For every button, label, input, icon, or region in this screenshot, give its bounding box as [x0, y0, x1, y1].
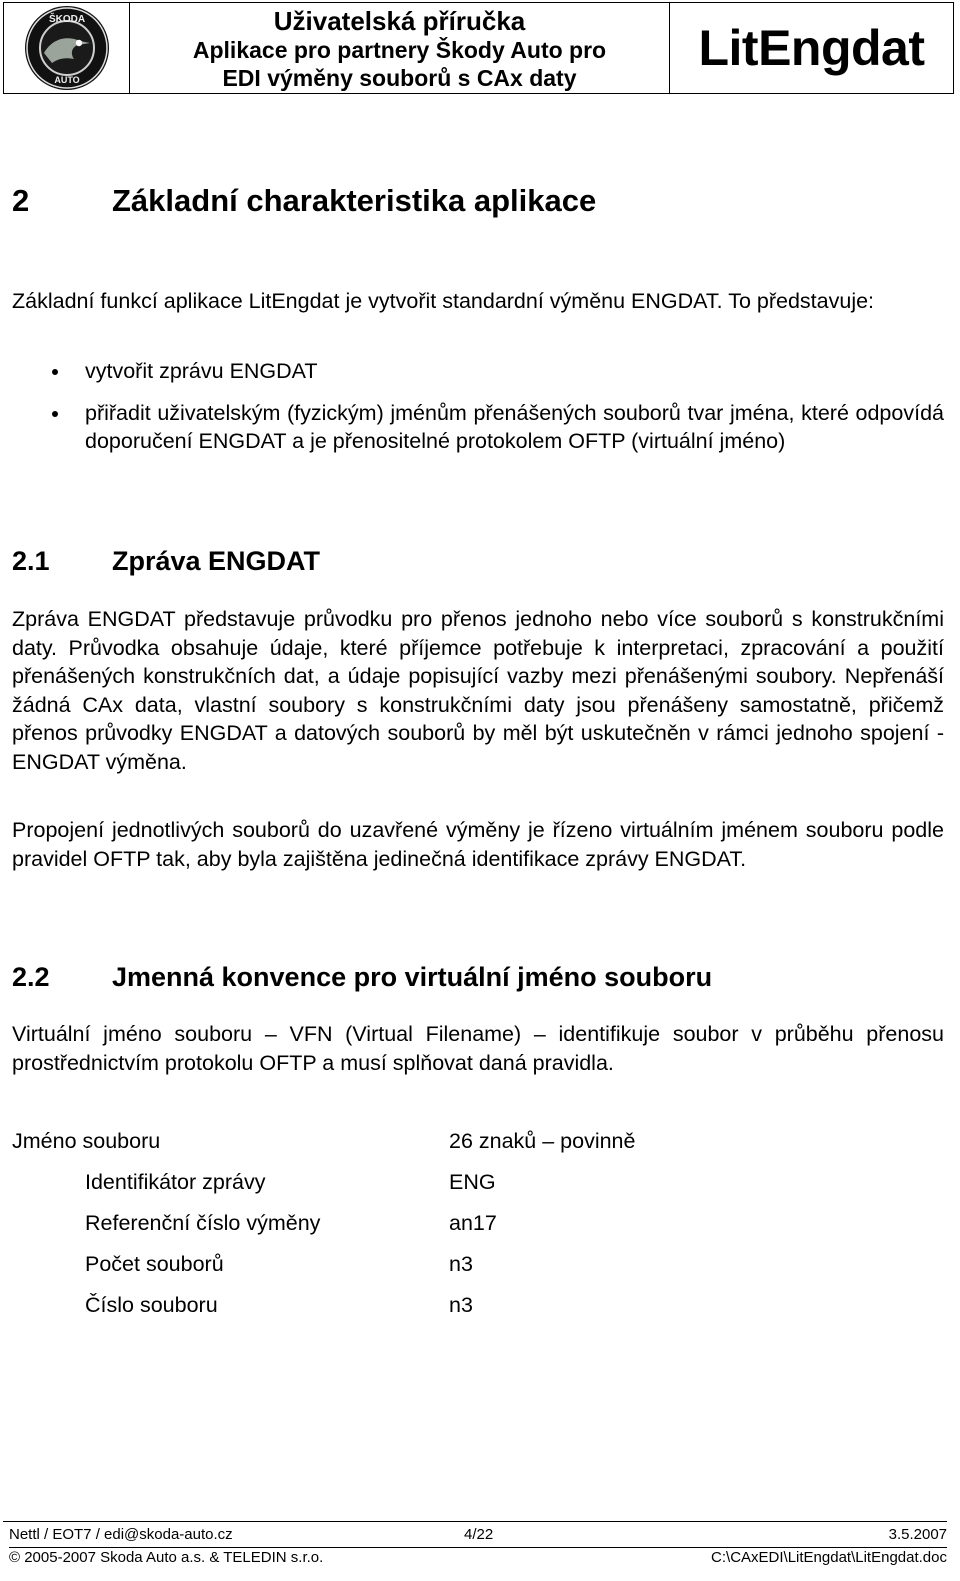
- title-line-1: Uživatelská příručka: [273, 6, 526, 36]
- section-number: 2: [12, 183, 30, 218]
- page-header: [3, 2, 954, 94]
- subsection-title: Zpráva ENGDAT: [112, 546, 321, 576]
- list-item: vytvořit zprávu ENGDAT: [12, 357, 944, 386]
- footer-date: 3.5.2007: [888, 1526, 947, 1543]
- field-value: 26 znaků – povinně: [449, 1129, 636, 1153]
- page-footer: [3, 1521, 947, 1566]
- vfn-description: Virtuální jméno souboru – VFN (Virtual Filename) – identifikuje soubor v průběhu přenosu prostřednictvím protokolu OFTP a musí splňovat daná pravidla.: [12, 1022, 944, 1075]
- skoda-logo: [4, 3, 130, 93]
- product-brand: LitEngdat: [698, 20, 925, 76]
- subsection-number: 2.2: [12, 962, 50, 992]
- svg-text:AUTO: AUTO: [53, 75, 80, 85]
- field-label: Číslo souboru: [85, 1293, 218, 1317]
- bullet-icon: [52, 369, 58, 375]
- table-row: [12, 1252, 912, 1293]
- subsection-heading: [12, 962, 712, 993]
- table-row: [12, 1170, 912, 1211]
- footer-row: [9, 1547, 947, 1569]
- subsection-number: 2.1: [12, 546, 50, 576]
- section-title: Základní charakteristika aplikace: [112, 183, 597, 218]
- document-title: [130, 3, 670, 93]
- title-line-2: Aplikace pro partnery Škody Auto pro: [192, 37, 607, 63]
- field-value: ENG: [449, 1170, 496, 1194]
- field-value: n3: [449, 1293, 473, 1317]
- page-number: 4/22: [464, 1526, 494, 1543]
- feature-list: [12, 357, 944, 456]
- engdat-description: Zpráva ENGDAT představuje průvodku pro přenos jednoho nebo více souborů s konstrukčními daty. Průvodka obsahuje údaje, které příjemce potřebuje k interpretaci, zpracování a použití přenášených konstrukčních dat, a údaje popisující vazby mezi přenášenými soubory. Nepřenáší žádná CAx data, vlastní soubory s konstrukčními daty jsou přenášeny samostatně, přičemž přenos průvodky ENGDAT a datových souborů by měl být uskutečněn v rámci jednoho spojení - ENGDAT výměna.: [12, 607, 944, 774]
- section-heading: [12, 183, 596, 219]
- section-intro: Základní funkcí aplikace LitEngdat je vytvořit standardní výměnu ENGDAT. To představuje:: [12, 289, 875, 313]
- svg-text:ŠKODA: ŠKODA: [48, 14, 85, 25]
- footer-contact: Nettl / EOT7 / edi@skoda-auto.cz: [9, 1526, 233, 1543]
- field-label: Jméno souboru: [12, 1129, 161, 1153]
- footer-copyright: © 2005-2007 Skoda Auto a.s. & TELEDIN s.r.o.: [9, 1549, 324, 1566]
- field-value: an17: [449, 1211, 497, 1235]
- footer-file-path: C:\CAxEDI\LitEngdat\LitEngdat.doc: [711, 1549, 947, 1566]
- title-line-3: EDI výměny souborů s CAx daty: [222, 65, 577, 91]
- table-row: [12, 1293, 912, 1334]
- vfn-structure-table: [12, 1129, 912, 1334]
- field-label: Referenční číslo výměny: [85, 1211, 321, 1235]
- table-row: [12, 1211, 912, 1252]
- engdat-linkage: Propojení jednotlivých souborů do uzavřené výměny je řízeno virtuálním jménem souboru podle pravidel OFTP tak, aby byla zajištěna jedinečná identifikace zprávy ENGDAT.: [12, 818, 944, 871]
- field-label: Identifikátor zprávy: [85, 1170, 266, 1194]
- subsection-title: Jmenná konvence pro virtuální jméno souboru: [112, 962, 713, 992]
- field-label: Počet souborů: [85, 1252, 224, 1276]
- table-row: [12, 1129, 912, 1170]
- footer-row: [9, 1526, 947, 1546]
- bullet-icon: [52, 411, 58, 417]
- subsection-heading: [12, 546, 320, 577]
- field-value: n3: [449, 1252, 473, 1276]
- skoda-logo-icon: [24, 5, 110, 91]
- list-item: přiřadit uživatelským (fyzickým) jménům přenášených souborů tvar jména, které odpovídá doporučení ENGDAT a je přenositelné protokolem OFTP (virtuální jméno): [12, 399, 944, 456]
